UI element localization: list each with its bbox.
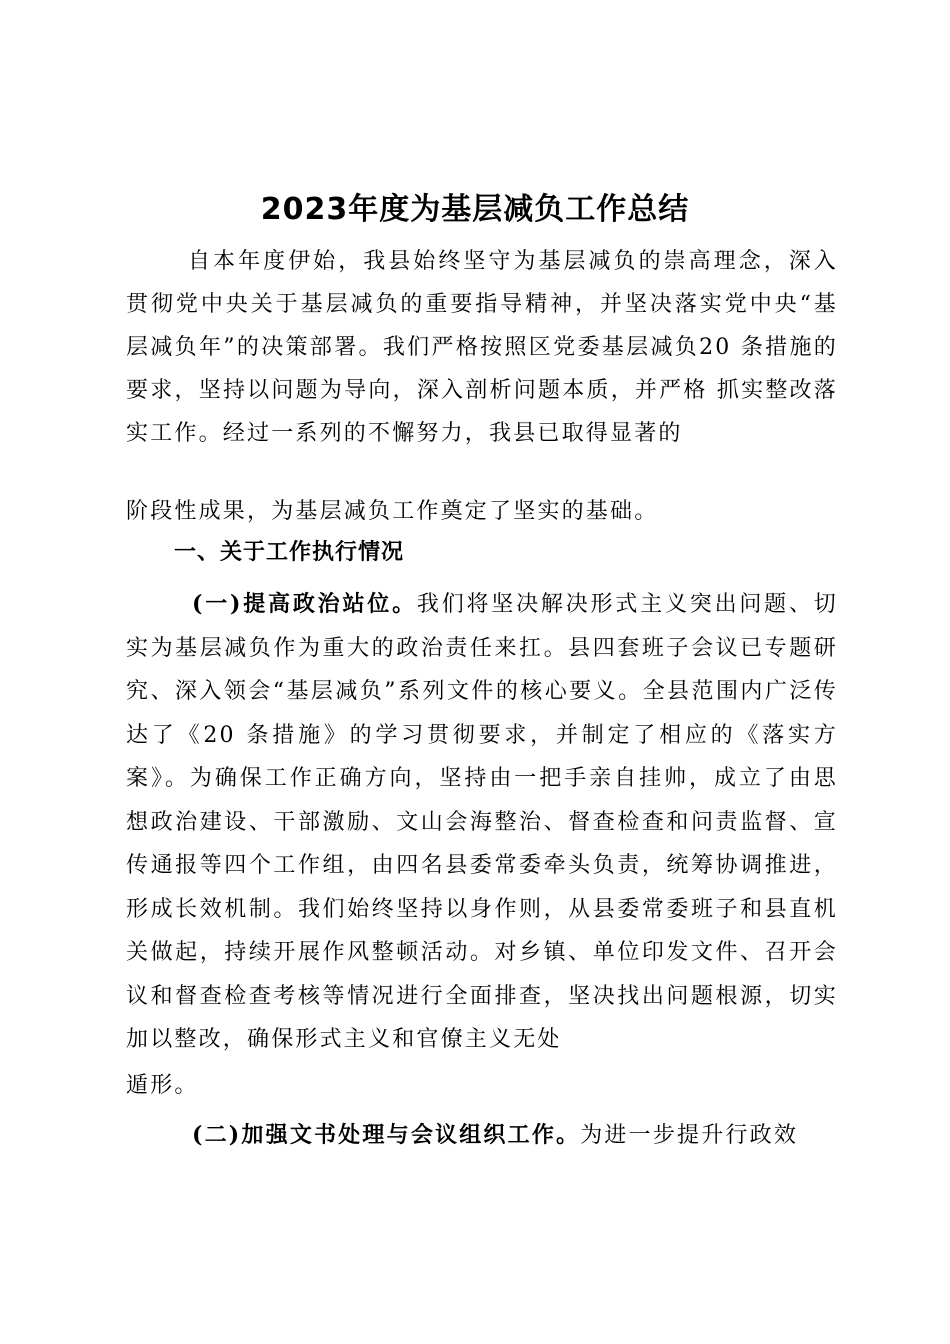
intro-paragraph-continued: 阶段性成果，为基层减负工作奠定了坚实的基础。 [126, 499, 659, 524]
subsection-1-body: 我们将坚决解决形式主义突出问题、切实为基层减负作为重大的政治责任来扛。县四套班子会议已专题研究、深入领会“基层减负”系列文件的核心要义。全县范围内广泛传达了《20 条措施》的学习贯彻要求，并制定了相应的《落实方案》。为确保工作正确方向，坚持由一把手亲自挂帅，成立了由思想政治建设、干部激励、文山会海整治、督查检查和问责监督、宣传通报等四个工作组，由四名县委常委牵头负责，统筹协调推进，形成长效机制。我们始终坚持以身作则，从县委常委班子和县直机关做起，持续开展作风整顿活动。对乡镇、单位印发文件、召开会议和督查检查考核等情况进行全面排查，坚决找出问题根源，切实加以整改，确保形式主义和官僚主义无处 [126, 592, 838, 1052]
intro-paragraph: 自本年度伊始，我县始终坚守为基层减负的崇高理念，深入贯彻党中央关于基层减负的重要指导精神，并坚决落实党中央“基层减负年”的决策部署。我们严格按照区党委基层减负20 条措施的要求，坚持以问题为导向，深入剖析问题本质，并严格 抓实整改落实工作。经过一系列的不懈努力，我县已取得显著的 [126, 249, 838, 446]
subsection-1-paragraph [126, 583, 838, 1062]
document-title: 2023年度为基层减负工作总结 [260, 192, 690, 227]
subsection-1-last-line: 遁形。 [126, 1073, 199, 1098]
subsection-2-lead: (二)加强文书处理与会议组织工作。 [192, 1122, 581, 1148]
subsection-2-paragraph [126, 1114, 838, 1157]
subsection-2-body: 为进一步提升行政效 [580, 1123, 799, 1148]
section-heading-1: 一、关于工作执行情况 [174, 540, 405, 565]
subsection-1-lead: (一)提高政治站位。 [192, 591, 417, 617]
